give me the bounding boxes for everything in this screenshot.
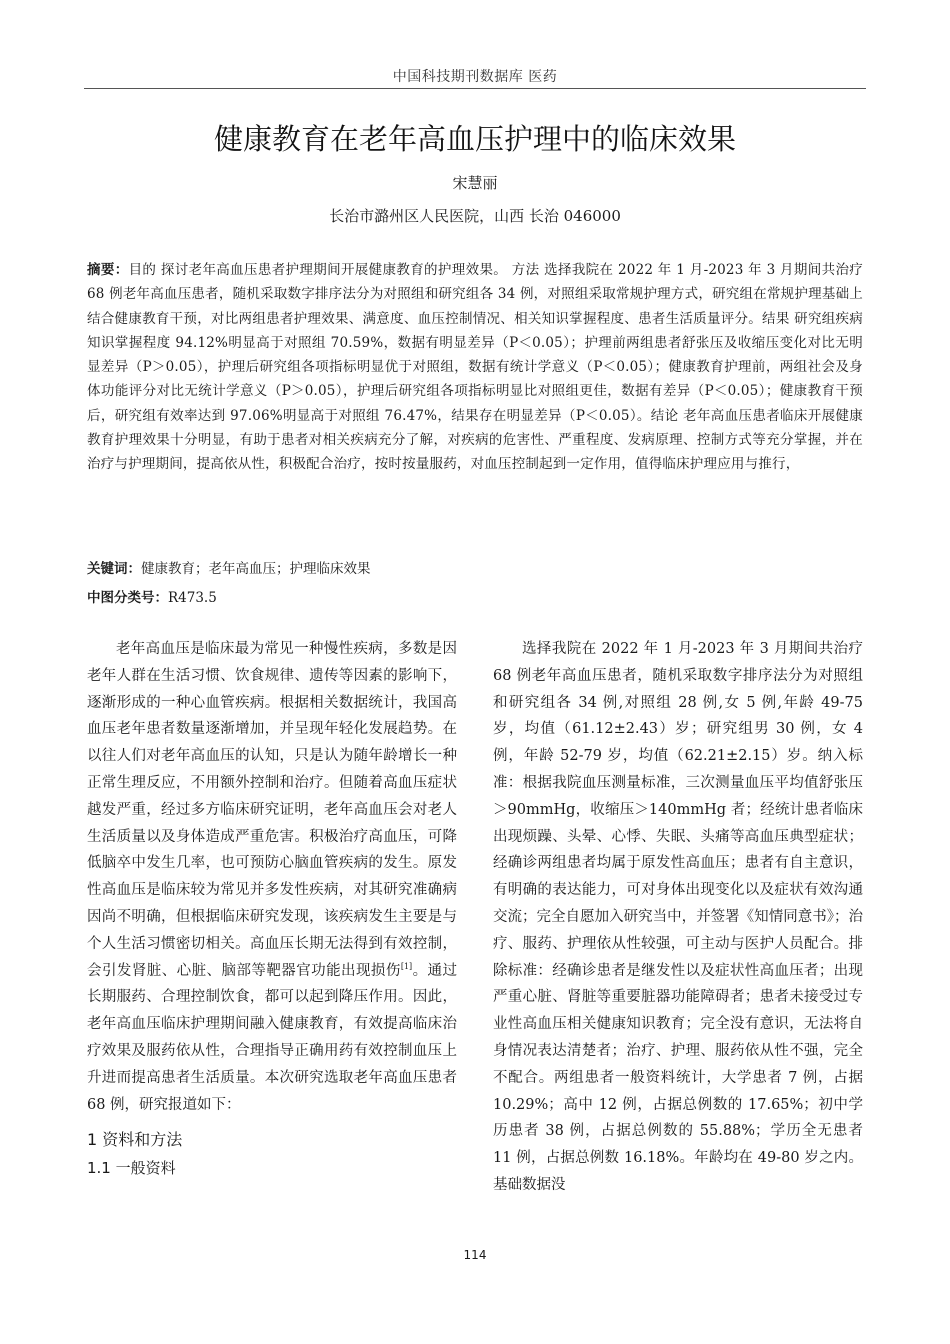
right-column [493,636,863,1199]
classification-number [87,586,863,606]
running-header: 中国科技期刊数据库 医药 [392,69,558,85]
left-column [87,636,457,1182]
keywords-label: 关键词： [87,561,141,577]
abstract [87,258,863,477]
header-rule [84,88,866,89]
paper-title: 健康教育在老年高血压护理中的临床效果 [213,122,736,156]
section-heading-1-1: 1.1 一般资料 [87,1159,176,1178]
affiliation: 长治市潞州区人民医院，山西 长治 046000 [329,207,621,225]
keywords [87,557,863,577]
keywords-text: 健康教育；老年高血压；护理临床效果 [141,561,371,577]
intro-text-part1: 老年高血压是临床最为常见一种慢性疾病，多数是因老年人群在生活习惯、饮食规律、遗传等因素的影响下，逐渐形成的一种心血管疾病。根据相关数据统计，我国高血压老年患者数量逐渐增加，并呈现年轻化发展趋势。在以往人们对老年高血压的认知，只是认为随年龄增长一种正常生理反应，不用额外控制和治疗。但随着高血压症状越发严重，经过多方临床研究证明，老年高血压会对老人生活质量以及身体造成严重危害。积极治疗高血压，可降低脑卒中发生几率，也可预防心脑血管疾病的发生。原发性高血压是临床较为常见并多发性疾病，对其研究准确病因尚不明确，但根据临床研究发现，该疾病发生主要是与个人生活习惯密切相关。高血压长期无法得到有效控制，会引发肾脏、心脏、脑部等靶器官功能出现损伤 [87,641,457,979]
author: 宋慧丽 [452,174,498,192]
reference-marker: [1] [400,961,413,971]
intro-text-part2: 。通过长期服药、合理控制饮食，都可以起到降压作用。因此，老年高血压临床护理期间融入健康教育，有效提高临床治疗效果及服药依从性，合理指导正确用药有效控制血压上升进而提高患者生活质量。本次研究选取老年高血压患者 68 例，研究报道如下： [87,962,458,1113]
intro-paragraph [87,636,457,1118]
abstract-text: 目的 探讨老年高血压患者护理期间开展健康教育的护理效果。 方法 选择我院在 2022 年 1 月-2023 年 3 月期间共治疗 68 例老年高血压患者，随机采取数字排序法分为对照组和研究组各 34 例，对照组采取常规护理方式，研究组在常规护理基础上结合健康教育干预，对比两组患者护理效果、满意度、血压控制情况、相关知识掌握程度、患者生活质量评分。结果 研究组疾病知识掌握程度 94.12%明显高于对照组 70.59%，数据有明显差异（P＜0.05）；护理前两组患者舒张压及收缩压变化对比无明显差异（P＞0.05），护理后研究组各项指标明显优于对照组，数据有统计学意义（P＜0.05）；健康教育护理前，两组社会及身体功能评分对比无统计学意义（P＞0.05），护理后研究组各项指标明显比对照组更佳，数据有差异（P＜0.05）；健康教育干预后，研究组有效率达到 97.06%明显高于对照组 76.47%，结果存在明显差异（P＜0.05）。结论 老年高血压患者临床开展健康教育护理效果十分明显，有助于患者对相关疾病充分了解，对疾病的危害性、严重程度、发病原理、控制方式等充分掌握，并在治疗与护理期间，提高依从性，积极配合治疗，按时按量服药，对血压控制起到一定作用，值得临床护理应用与推行， [87,262,863,473]
abstract-label: 摘要： [87,262,129,278]
section-heading-1: 1 资料和方法 [87,1130,183,1150]
general-data-paragraph: 选择我院在 2022 年 1 月-2023 年 3 月期间共治疗 68 例老年高血压患者，随机采取数字排序法分为对照组和研究组各 34 例,对照组 28 例,女 5 例,年龄 49-75 岁，均值（61.12±2.43）岁；研究组男 30 例，女 4 例，年龄 52-79 岁，均值（62.21±2.15）岁。纳入标准：根据我院血压测量标准，三次测量血压平均值舒张压＞90mmHg，收缩压＞140mmHg 者；经统计患者临床出现烦躁、头晕、心悸、失眠、头痛等高血压典型症状；经确诊两组患者均属于原发性高血压；患者有自主意识，有明确的表达能力，可对身体出现变化以及症状有效沟通交流；完全自愿加入研究当中，并签署《知情同意书》；治疗、服药、护理依从性较强，可主动与医护人员配合。排除标准：经确诊患者是继发性以及症状性高血压者；出现严重心脏、肾脏等重要脏器功能障碍者；患者未接受过专业性高血压相关健康知识教育；完全没有意识，无法将自身情况表达清楚者；治疗、护理、服药依从性不强，完全不配合。两组患者一般资料统计，大学患者 7 例，占据 10.29%；高中 12 例，占据总例数的 17.65%；初中学历患者 38 例，占据总例数的 55.88%；学历全无患者 11 例，占据总例数 16.18%。年龄均在 49-80 岁之内。基础数据没 [493,641,863,1193]
page-number: 114 [463,1248,487,1262]
clc-text: R473.5 [168,590,217,606]
clc-label: 中图分类号： [87,590,168,606]
